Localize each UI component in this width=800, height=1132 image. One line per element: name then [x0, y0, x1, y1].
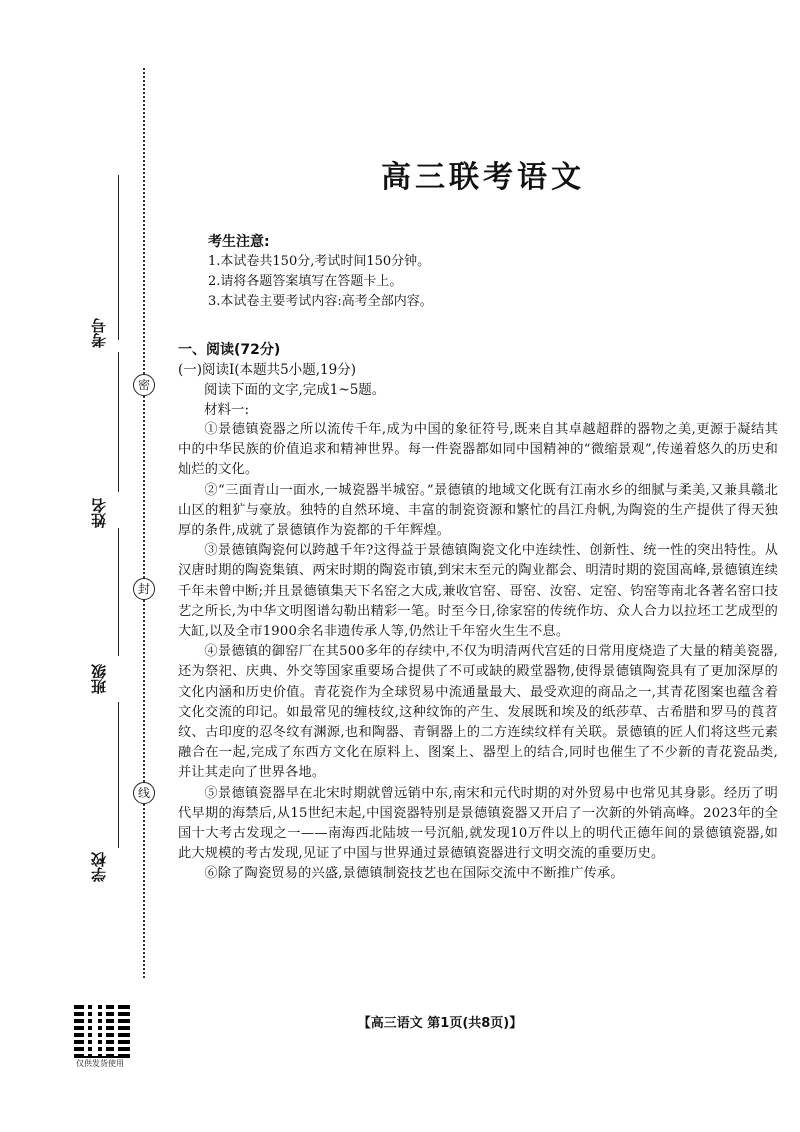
- notice-block: [178, 232, 778, 312]
- school-label: 学校: [90, 852, 108, 882]
- seal-char-xian: 线: [133, 782, 155, 804]
- page-footer: 【高三语文 第1页(共8页)】: [357, 1016, 523, 1031]
- passage-paragraph-3: ③景德镇陶瓷何以跨越千年?这得益于景德镇陶瓷文化中连续性、创新性、统一性的突出特性。从汉唐时期的陶瓷集镇、两宋时期的陶瓷市镇,到宋末至元的陶业都会、明清时期的瓷国高峰,景德镇连续千年未曾中断;并且景德镇集天下名窑之大成,兼收官窑、哥窑、汝窑、定窑、钧窑等南北各著名窑口技艺之所长,为中华文明图谱勾勒出精彩一笔。时至今日,徐家窑的传统作坊、众人合力以拉坯工艺成型的大缸,以及全市1900余名非遗传承人等,仍然让千年窑火生生不息。: [178, 543, 778, 640]
- notice-item: 2.请将各题答案填写在答题卡上。: [208, 274, 403, 289]
- name-label: 姓名: [90, 498, 108, 528]
- passage-paragraph-1: ①景德镇瓷器之所以流传千年,成为中国的象征符号,既来自其卓越超群的器物之美,更源于凝结其中的中华民族的价值追求和精神世界。每一件瓷器都如同中国精神的“微缩景观”,传递着悠久的历史和灿烂的文化。: [178, 422, 778, 478]
- school-line: [118, 702, 119, 848]
- notice-heading: 考生注意:: [208, 234, 270, 250]
- passage-paragraph-2: ②“三面青山一面水,一城瓷器半城窑。”景德镇的地域文化既有江南水乡的细腻与柔美,又兼具赣北山区的粗犷与豪放。独特的自然环境、丰富的制瓷资源和繁忙的昌江舟帆,为陶瓷的生产提供了得天独厚的条件,成就了景德镇作为瓷都的千年辉煌。: [178, 482, 778, 539]
- passage-paragraph-4: ④景德镇的御窑厂在其500多年的存续中,不仅为明清两代宫廷的日常用度烧造了大量的精美瓷器,还为祭祀、庆典、外交等国家重要场合提供了不可或缺的殿堂器物,使得景德镇陶瓷具有了更加深厚的文化内涵和历史价值。青花瓷作为全球贸易中流通量最大、最受欢迎的商品之一,其青花图案也蕴含着文化交流的印记。如最常见的缠枝纹,这种纹饰的产生、发展既和埃及的纸莎草、古希腊和罗马的莨苕纹、古印度的忍冬纹有渊源,也和陶器、青铜器上的二方连续纹样有关联。景德镇的匠人们将这些元素融合在一起,完成了东西方文化在原料上、图案上、器型上的结合,同时也催生了不少新的青花瓷品类,并让其走向了世界各地。: [178, 644, 778, 781]
- qr-caption: 仅供发货使用: [76, 1059, 124, 1068]
- notice-item: 1.本试卷共150分,考试时间150分钟。: [208, 254, 431, 269]
- section-subheading: (一)阅读Ⅰ(本题共5小题,19分): [178, 362, 356, 378]
- binding-margin: [0, 0, 160, 1132]
- exam-number-label: 考号: [90, 318, 108, 348]
- page-content: [178, 140, 778, 885]
- material-label: 材料一:: [204, 402, 250, 418]
- class-label: 班级: [90, 664, 108, 694]
- name-line: [118, 352, 119, 492]
- exam-number-line: [118, 175, 119, 340]
- passage-paragraph-5: ⑤景德镇瓷器早在北宋时期就曾远销中东,南宋和元代时期的对外贸易中也常见其身影。经历了明代早期的海禁后,从15世纪末起,中国瓷器特别是景德镇瓷器又开启了一次新的外销高峰。2023年的全国十大考古发现之一——南海西北陆坡一号沉船,就发现10万件以上的明代正德年间的景德镇瓷器,如此大规模的考古发现,见证了中国与世界通过景德镇瓷器进行文明交流的重要历史。: [178, 785, 778, 862]
- seal-char-mi: 密: [133, 374, 155, 396]
- exam-title: 高三联考语文: [381, 160, 585, 195]
- section-heading: 一、阅读(72分): [178, 342, 281, 358]
- class-line: [118, 528, 119, 656]
- notice-item: 3.本试卷主要考试内容:高考全部内容。: [208, 294, 433, 309]
- seal-char-feng: 封: [133, 578, 155, 600]
- reading-instruction: 阅读下面的文字,完成1~5题。: [204, 382, 386, 398]
- passage-paragraph-6: ⑥除了陶瓷贸易的兴盛,景德镇制瓷技艺也在国际交流中不断推广传承。: [204, 866, 624, 882]
- seal-dotted-line: [143, 68, 145, 978]
